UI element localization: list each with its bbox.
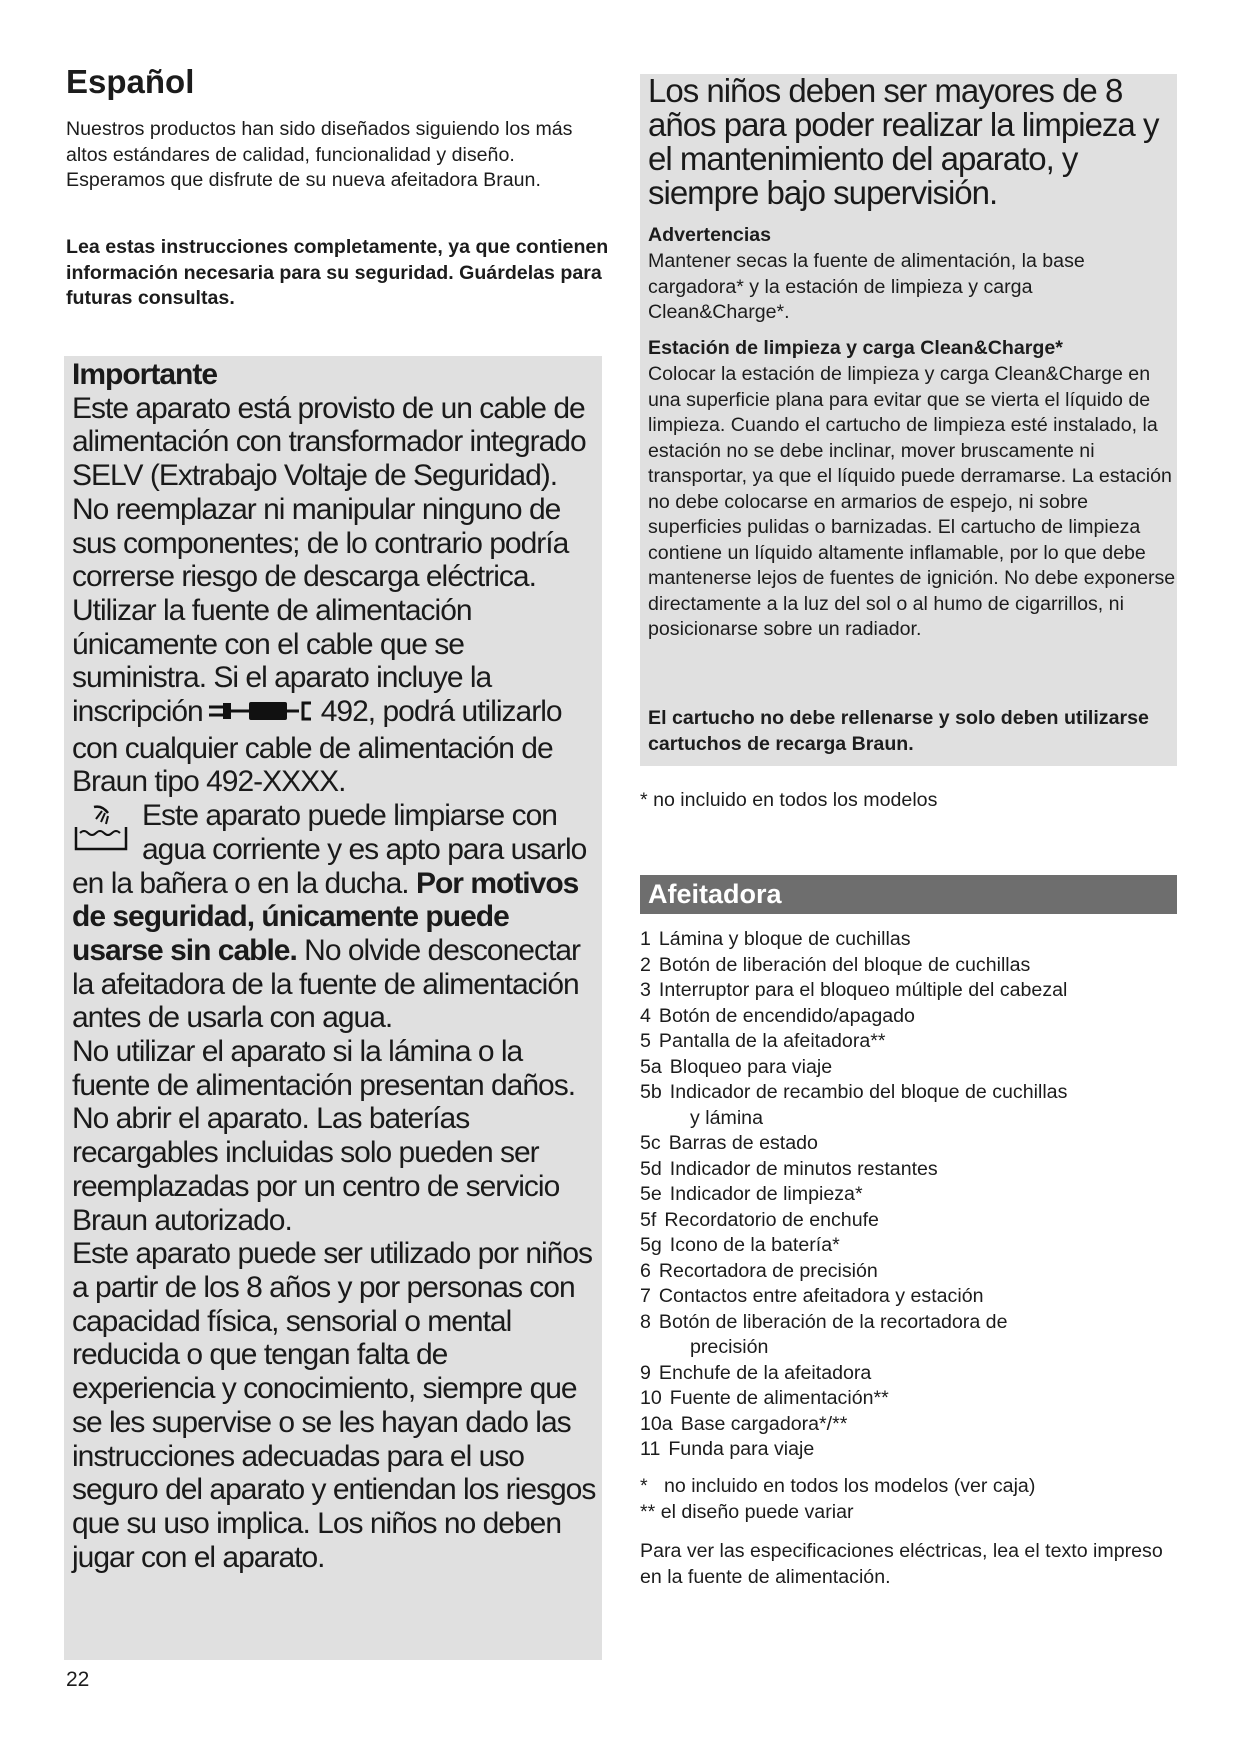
footnote-not-included: * no incluido en todos los modelos (ver caja) [640,1475,1036,1497]
parts-list-item [640,1310,1185,1361]
parts-list-item [640,953,1185,979]
plug-symbol-icon [207,698,315,732]
part-label: Barras de estado [668,1132,818,1154]
part-label-continuation: precisión [690,1336,769,1358]
part-number: 5f [640,1208,657,1231]
important-p1-text-b: 492, podrá utilizarlo con cualquier cable de alimentación de Braun tipo 492-XXXX. [72,695,562,799]
parts-list-item [640,1182,1185,1208]
part-number: 8 [640,1310,651,1333]
important-paragraph-2 [72,799,597,1035]
parts-list-item [640,1080,1185,1131]
part-label: Botón de liberación del bloque de cuchillas [658,953,1031,976]
part-number: 7 [640,1285,651,1307]
parts-list-item [640,1437,1185,1463]
part-label: Base cargadora*/** [680,1412,848,1435]
part-number: 5d [640,1157,662,1180]
parts-list-item [640,1131,1185,1157]
parts-list-item [640,1055,1185,1081]
shaver-section-heading: Afeitadora [640,875,1177,914]
part-number: 5b [640,1081,662,1103]
important-p2-text-b: No olvide desconectar la afeitadora de la fuente de alimentación antes de usarla con agua. [72,933,580,1035]
part-number: 5 [640,1030,651,1052]
part-number: 10a [640,1412,673,1435]
part-label: Indicador de minutos restantes [669,1157,938,1180]
parts-list-item [640,1412,1185,1438]
shaver-footnotes [640,1474,1185,1525]
part-number: 3 [640,979,651,1001]
important-section [72,358,597,1574]
electrical-spec-note: Para ver las especificaciones eléctricas, lea el texto impreso en la fuente de alimentación. [640,1540,1163,1588]
part-number: 5a [640,1055,662,1078]
important-p1-text-a: Este aparato está provisto de un cable de alimentación con transformador integrado SELV (Extrabajo Voltaje de Seguridad). No reemplazar ni manipular ninguno de sus componentes; de lo contrario podría correrse riesgo de descarga eléctrica. Utilizar la fuente de alimentación únicamente con el cable que se suministra. Si el aparato incluye la inscripción [72,391,586,729]
part-number: 4 [640,1004,651,1027]
part-label: Recortadora de precisión [658,1259,878,1282]
parts-list-item [640,1284,1185,1310]
part-number: 10 [640,1387,662,1409]
important-p2-text-a: Este aparato puede limpiarse con agua corriente y es apto para usarlo en la bañera o en la ducha. [72,799,587,900]
cartridge-note: El cartucho no debe rellenarse y solo deben utilizarse cartuchos de recarga Braun. [648,707,1149,755]
part-label: Bloqueo para viaje [669,1055,833,1078]
shower-bath-icon [72,803,130,863]
parts-list-item [640,927,1185,953]
parts-list-item [640,1233,1185,1259]
children-warning-text: Los niños deben ser mayores de 8 años para poder realizar la limpieza y el mantenimiento del aparato, y siempre bajo supervisión. [648,72,1159,211]
part-label: Botón de liberación de la recortadora de [658,1310,1008,1333]
read-instructions-warning: Lea estas instrucciones completamente, ya que contienen información necesaria para su seguridad. Guárdelas para futuras consultas. [66,236,609,309]
part-number: 11 [640,1438,661,1460]
part-label: Pantalla de la afeitadora** [658,1030,886,1052]
intro-text: Nuestros productos han sido diseñados siguiendo los más altos estándares de calidad, funcionalidad y diseño. Esperamos que disfrute de su nueva afeitadora Braun. [66,118,573,191]
parts-list-item [640,978,1185,1004]
important-paragraph-5: Este aparato puede ser utilizado por niños a partir de los 8 años y por personas con capacidad física, sensorial o mental reducida o que tengan falta de experiencia y conocimiento, siempre que se les supervise o se les hayan dado las instrucciones adecuadas para el uso seguro del aparato y entiendan los riesgos que su uso implica. Los niños no deben jugar con el aparato. [72,1237,596,1574]
footnote-design-varies: ** el diseño puede variar [640,1500,854,1523]
part-label: Fuente de alimentación** [669,1387,889,1409]
parts-list [640,927,1185,1463]
part-number: 5c [640,1132,661,1154]
station-text: Colocar la estación de limpieza y carga Clean&Charge en una superficie plana para evitar que se vierta el líquido de limpieza. Cuando el cartucho de limpieza esté instalado, la estación no se debe inclinar, mover bruscamente ni transportar, ya que el líquido puede derramarse. La estación no debe colocarse en armarios de espejo, ni sobre superficies pulidas o barnizadas. El cartucho de limpieza contiene un líquido altamente inflamable, por lo que debe mantenerse lejos de fuentes de ignición. No debe exponerse directamente a la luz del sol o al humo de cigarrillos, ni posicionarse sobre un radiador. [648,363,1176,640]
parts-list-item [640,1029,1185,1055]
warnings-heading: Advertencias [648,224,772,246]
part-label: Indicador de limpieza* [669,1183,863,1205]
important-p2-bold: Por motivos de seguridad, únicamente puede usarse sin cable. [72,866,579,967]
important-heading: Importante [72,358,218,391]
parts-list-item [640,1208,1185,1234]
part-label: Funda para viaje [668,1438,815,1460]
part-number: 5e [640,1183,662,1205]
footnote-models: * no incluido en todos los modelos [640,789,938,811]
parts-list-item [640,1386,1185,1412]
part-label-continuation: y lámina [690,1106,763,1129]
part-label: Contactos entre afeitadora y estación [658,1285,984,1307]
part-label: Icono de la batería* [669,1234,840,1256]
important-paragraph-4: No abrir el aparato. Las baterías recargables incluidas solo pueden ser reemplazadas por un centro de servicio Braun autorizado. [72,1102,560,1237]
part-number: 6 [640,1259,651,1282]
page-number: 22 [66,1668,90,1691]
important-paragraph-3: No utilizar el aparato si la lámina o la fuente de alimentación presentan daños. [72,1035,576,1102]
part-label: Interruptor para el bloqueo múltiple del cabezal [658,979,1068,1001]
page-title: Español [66,63,195,100]
warnings-text: Mantener secas la fuente de alimentación, la base cargadora* y la estación de limpieza y carga Clean&Charge*. [648,250,1085,323]
parts-list-item [640,1004,1185,1030]
part-label: Enchufe de la afeitadora [658,1361,872,1384]
parts-list-item [640,1157,1185,1183]
part-label: Indicador de recambio del bloque de cuchillas [669,1081,1068,1103]
important-paragraph-1 [72,392,597,799]
part-number: 5g [640,1234,662,1256]
part-number: 1 [640,928,651,950]
parts-list-item [640,1259,1185,1285]
part-label: Recordatorio de enchufe [664,1208,879,1231]
part-number: 2 [640,953,651,976]
parts-list-item [640,1361,1185,1387]
part-label: Botón de encendido/apagado [658,1004,915,1027]
part-number: 9 [640,1361,651,1384]
station-heading: Estación de limpieza y carga Clean&Charge* [648,337,1063,359]
part-label: Lámina y bloque de cuchillas [658,928,911,950]
